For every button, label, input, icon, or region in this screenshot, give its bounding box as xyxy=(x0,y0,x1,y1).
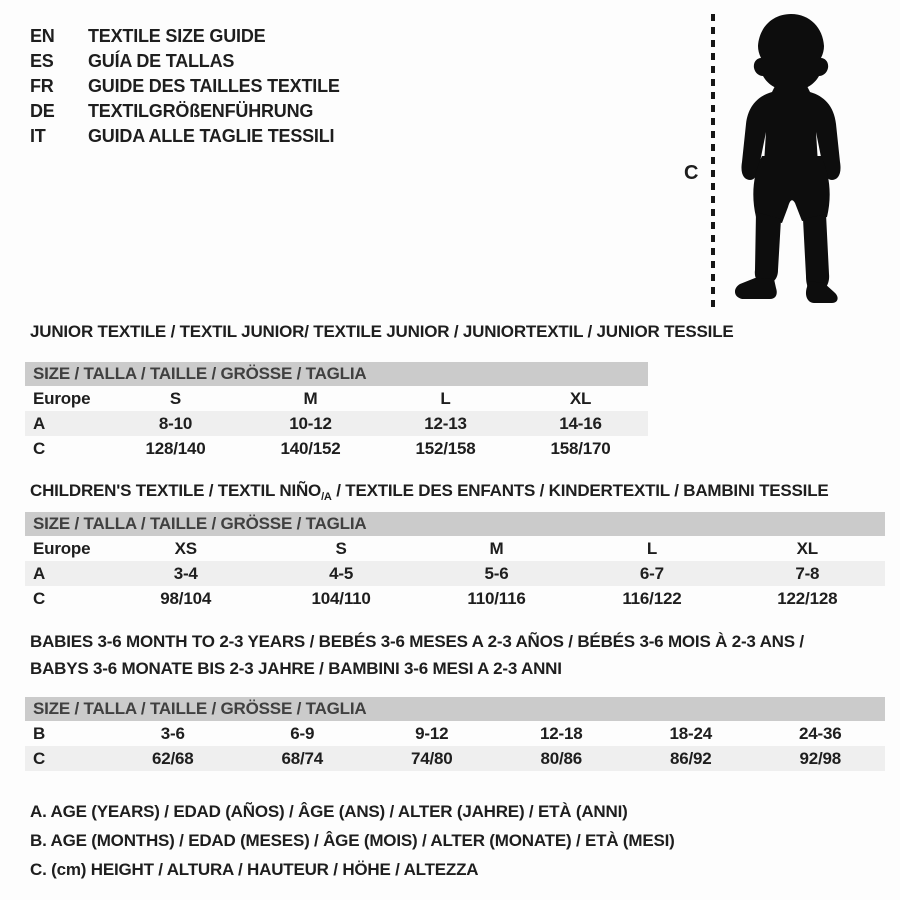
table-cell: 68/74 xyxy=(281,748,324,768)
table-cell: 5-6 xyxy=(484,563,509,583)
legend-line-a: A. AGE (YEARS) / EDAD (AÑOS) / ÂGE (ANS) / ALTER (JAHRE) / ETÀ (ANNI) xyxy=(30,802,628,821)
size-header-label: SIZE / TALLA / TAILLE / GRÖSSE / TAGLIA xyxy=(33,699,367,718)
junior-size-table xyxy=(25,362,648,461)
table-cell: 3-4 xyxy=(173,563,198,583)
size-header-bar xyxy=(25,697,885,721)
table-cell: 128/140 xyxy=(145,438,206,458)
table-cell: 80/86 xyxy=(540,748,583,768)
lang-row-de xyxy=(30,99,340,124)
table-row-age-years xyxy=(25,411,648,436)
col-header: L xyxy=(440,388,451,408)
table-cell: 10-12 xyxy=(289,413,332,433)
col-header: S xyxy=(335,538,347,558)
table-cell: 152/158 xyxy=(415,438,476,458)
table-cell: 104/110 xyxy=(311,588,371,608)
row-label: A xyxy=(33,563,46,583)
lang-code: FR xyxy=(30,76,54,96)
lang-title: GUÍA DE TALLAS xyxy=(88,51,235,71)
table-cell: 6-9 xyxy=(290,723,315,743)
table-cell: 7-8 xyxy=(795,563,820,583)
table-cell: 6-7 xyxy=(639,563,664,583)
col-header: S xyxy=(169,388,182,408)
measurement-legend xyxy=(30,797,675,884)
table-cell: 98/104 xyxy=(160,588,212,608)
lang-row-es xyxy=(30,49,340,74)
children-title-pre: CHILDREN'S TEXTILE / TEXTIL NIÑO xyxy=(30,481,322,500)
table-cell: 4-5 xyxy=(329,563,354,583)
col-header: M xyxy=(303,388,318,408)
table-cell: 158/170 xyxy=(550,438,611,458)
lang-code: EN xyxy=(30,26,55,46)
table-cell: 140/152 xyxy=(280,438,341,458)
table-row-height-cm xyxy=(25,436,648,461)
table-cell: 12-18 xyxy=(540,723,583,743)
table-cell: 12-13 xyxy=(424,413,467,433)
row-label: C xyxy=(33,588,46,608)
row-label: Europe xyxy=(33,538,91,558)
table-cell: 116/122 xyxy=(622,588,682,608)
row-label: A xyxy=(33,413,46,433)
lang-code: ES xyxy=(30,51,54,71)
col-header: L xyxy=(646,538,658,558)
col-header: XL xyxy=(569,388,592,408)
table-row-age-months xyxy=(25,721,885,746)
size-header-bar xyxy=(25,512,885,536)
table-cell: 18-24 xyxy=(669,723,712,743)
children-table-title xyxy=(30,477,829,511)
toddler-silhouette-image xyxy=(724,12,858,312)
table-cell: 62/68 xyxy=(151,748,194,768)
table-row-age-years xyxy=(25,561,885,586)
lang-code: DE xyxy=(30,101,55,121)
legend-line-c: C. (cm) HEIGHT / ALTURA / HAUTEUR / HÖHE / ALTEZZA xyxy=(30,860,479,879)
lang-row-en xyxy=(30,24,340,49)
table-row-height-cm xyxy=(25,586,885,611)
table-cell: 74/80 xyxy=(410,748,453,768)
table-cell: 122/128 xyxy=(777,588,838,608)
babies-title-line2: BABYS 3-6 MONATE BIS 2-3 JAHRE / BAMBINI 3-6 MESI A 2-3 ANNI xyxy=(30,659,562,678)
babies-table-title xyxy=(30,628,804,682)
table-cell: 3-6 xyxy=(160,723,185,743)
lang-row-fr xyxy=(30,74,340,99)
row-label: Europe xyxy=(33,388,91,408)
lang-title: GUIDE DES TAILLES TEXTILE xyxy=(88,76,340,96)
size-header-label: SIZE / TALLA / TAILLE / GRÖSSE / TAGLIA xyxy=(33,514,367,533)
size-header-bar xyxy=(25,362,648,386)
language-title-list xyxy=(30,24,340,149)
children-size-table xyxy=(25,512,885,611)
table-row-region xyxy=(25,536,885,561)
col-header: XS xyxy=(174,538,197,558)
babies-size-table xyxy=(25,697,885,771)
row-label: C xyxy=(33,748,46,768)
col-header: M xyxy=(489,538,504,558)
legend-line-b: B. AGE (MONTHS) / EDAD (MESES) / ÂGE (MOIS) / ALTER (MONATE) / ETÀ (MESI) xyxy=(30,831,675,850)
lang-title: TEXTILE SIZE GUIDE xyxy=(88,26,266,46)
size-header-label: SIZE / TALLA / TAILLE / GRÖSSE / TAGLIA xyxy=(33,364,367,383)
table-cell: 9-12 xyxy=(415,723,449,743)
table-cell: 24-36 xyxy=(799,723,842,743)
height-measure-dotted-line xyxy=(711,14,715,312)
junior-table-title: JUNIOR TEXTILE / TEXTIL JUNIOR/ TEXTILE JUNIOR / JUNIORTEXTIL / JUNIOR TESSILE xyxy=(30,322,734,341)
lang-row-it xyxy=(30,124,340,149)
table-cell: 92/98 xyxy=(799,748,842,768)
children-title-post: / TEXTILE DES ENFANTS / KINDERTEXTIL / BAMBINI TESSILE xyxy=(331,481,829,500)
table-cell: 110/116 xyxy=(467,588,526,608)
col-header: XL xyxy=(796,538,818,558)
babies-title-line1: BABIES 3-6 MONTH TO 2-3 YEARS / BEBÉS 3-6 MESES A 2-3 AÑOS / BÉBÉS 3-6 MOIS À 2-3 ANS / xyxy=(30,632,804,651)
lang-code: IT xyxy=(30,126,46,146)
table-row-region xyxy=(25,386,648,411)
lang-title: GUIDA ALLE TAGLIE TESSILI xyxy=(88,126,335,146)
table-cell: 8-10 xyxy=(158,413,193,433)
table-row-height-cm xyxy=(25,746,885,771)
row-label: B xyxy=(33,723,46,743)
height-measure-label: C xyxy=(684,162,699,184)
table-cell: 14-16 xyxy=(559,413,602,433)
table-cell: 86/92 xyxy=(669,748,712,768)
children-title-subscript: /A xyxy=(321,491,332,503)
row-label: C xyxy=(33,438,46,458)
lang-title: TEXTILGRÖßENFÜHRUNG xyxy=(88,101,314,121)
